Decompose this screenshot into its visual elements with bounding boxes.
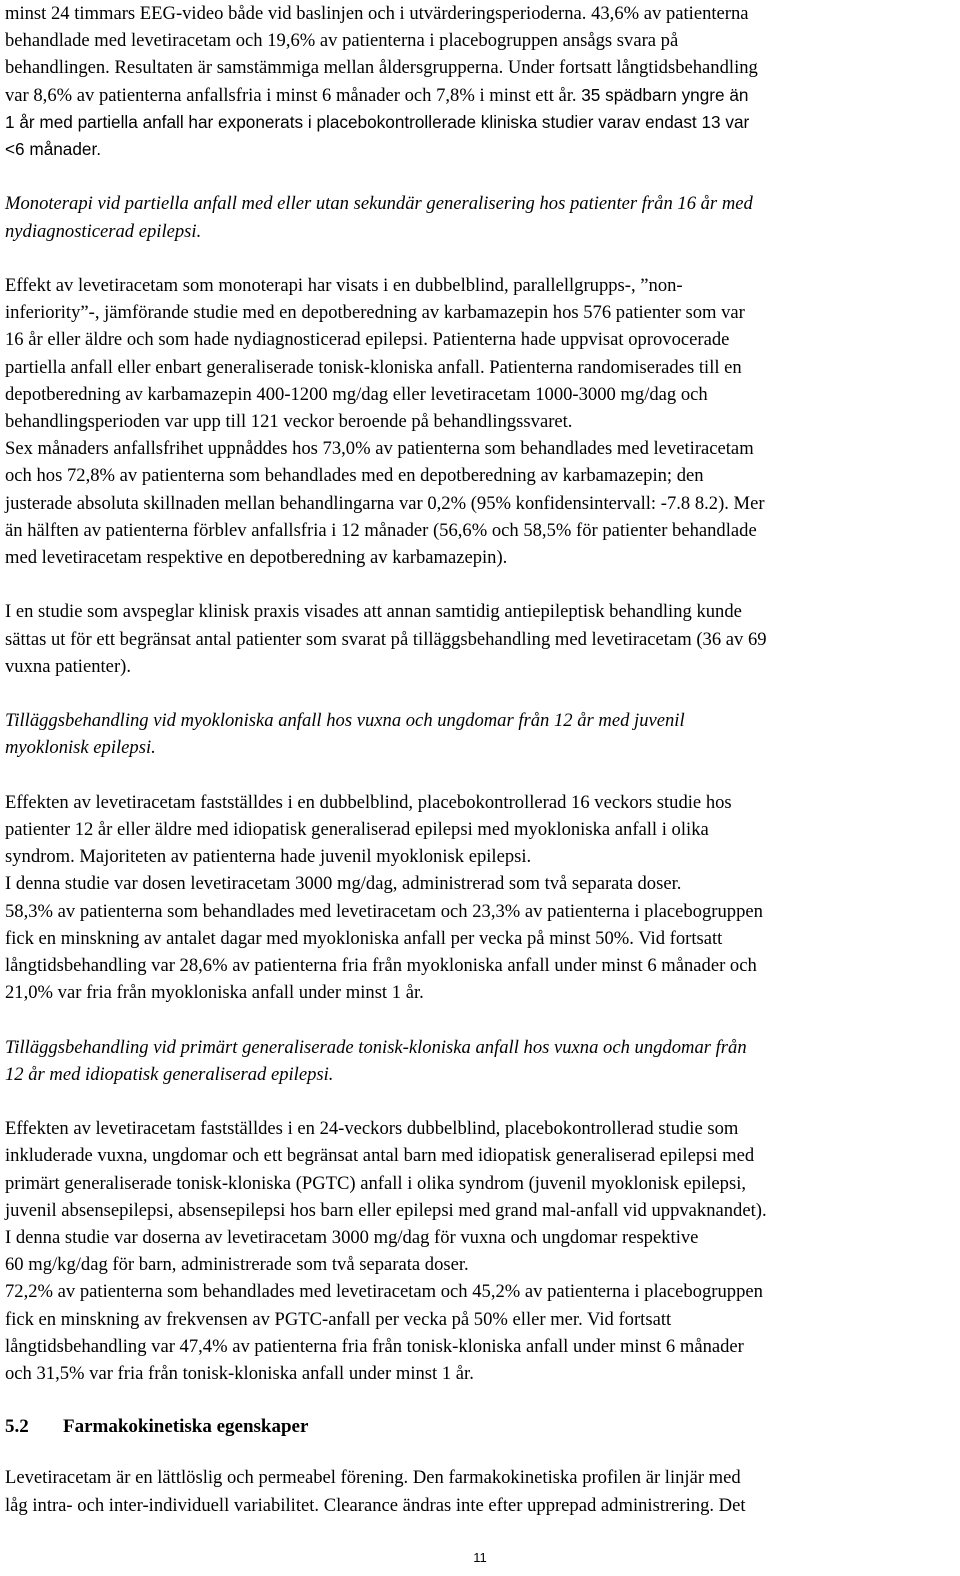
paragraph-myoclonic: Effekten av levetiracetam fastställdes i en dubbelblind, placebokontrollerad 16 veckors studie hos patienter 12 år eller äldre med idiopatisk generaliserad epilepsi med myokloniska anfall i olika syndrom. Majoriteten av patienterna hade juvenil myoklonisk epilepsi. I denna studie var dosen levetiracetam 3000 mg/dag, administrerad som två separata doser. 58,3% av patienterna som behandlades med levetiracetam och 23,3% av patienterna i placebogruppen fick en minskning av antalet dagar med myokloniska anfall per vecka på minst 50%. Vid fortsatt långtidsbehandling var 28,6% av patienterna fria från myokloniska anfall under minst 6 månader och 21,0% var fria från myokloniska anfall under minst 1 år. (5, 791, 763, 1004)
paragraph-pgtc: Effekten av levetiracetam fastställdes i en 24-veckors dubbelblind, placebokontrollerad studie som inkluderade vuxna, ungdomar och ett begränsat antal barn med idiopatisk generaliserad epilepsi med primärt generaliserade tonisk-kloniska (PGTC) anfall i olika syndrom (juvenil myoklonisk epilepsi, juvenil absensepilepsi, absensepilepsi hos barn eller epilepsi med grand mal-anfall vid uppvaknandet). I denna studie var doserna av levetiracetam 3000 mg/dag för vuxna och ungdomar respektive 60 mg/kg/dag för barn, administrerade som två separata doser. 72,2% av patienterna som behandlades med levetiracetam och 45,2% av patienterna i placebogruppen fick en minskning av frekvensen av PGTC-anfall per vecka på 50% eller mer. Vid fortsatt långtidsbehandling var 47,4% av patienterna fria från tonisk-kloniska anfall under minst 6 månader och 31,5% var fria från tonisk-kloniska anfall under minst 1 år. (5, 1118, 767, 1385)
paragraph-clinical-practice: I en studie som avspeglar klinisk praxis visades att annan samtidig antiepileptisk behandling kunde sättas ut för ett begränsat antal patienter som svarat på tilläggsbehandling med levetiracetam (36 av 69 vuxna patienter). (5, 601, 767, 677)
paragraph-text-infants: 35 spädbarn yngre än 1 år med partiella anfall har exponerats i placebokontrollerade kliniska studier varav endast 13 var <6 månader. (5, 84, 750, 160)
document-page (5, 0, 955, 1519)
subheading-myoclonic: Tilläggsbehandling vid myokloniska anfall hos vuxna och ungdomar från 12 år med juvenil myoklonisk epilepsi. (5, 710, 685, 759)
section-title: Farmakokinetiska egenskaper (63, 1416, 309, 1438)
paragraph-pharmacokinetics: Levetiracetam är en lättlöslig och permeabel förening. Den farmakokinetiska profilen är linjär med låg intra- och inter-individuell variabilitet. Clearance ändras inte efter upprepad administrering. Det (5, 1467, 746, 1516)
section-number: 5.2 (5, 1416, 29, 1438)
paragraph-pediatric-results (5, 0, 955, 163)
paragraph-monotherapy: Effekt av levetiracetam som monoterapi har visats i en dubbelblind, parallellgrupps-, ”non- inferiority”-, jämförande studie med en depotberedning av karbamazepin hos 576 patienter som var 16 år eller äldre och som hade nydiagnosticerad epilepsi. Patienterna hade uppvisat oprovocerade partiella anfall eller enbart generaliserade tonisk-kloniska anfall. Patienterna randomiserades till en depotberedning av karbamazepin 400-1200 mg/dag eller levetiracetam 1000-3000 mg/dag och behandlingsperioden var upp till 121 veckor beroende på behandlingssvaret. Sex månaders anfallsfrihet uppnåddes hos 73,0% av patienterna som behandlades med levetiracetam och hos 72,8% av patienterna som behandlades med en depotberedning av karbamazepin; den justerade absoluta skillnaden mellan behandlingarna var 0,2% (95% konfidensintervall: -7.8 8.2). Mer än hälften av patienterna förblev anfallsfria i 12 månader (56,6% och 58,5% för patienter behandlade med levetiracetam respektive en depotberedning av karbamazepin). (5, 275, 765, 569)
paragraph-text: minst 24 timmars EEG-video både vid baslinjen och i utvärderingsperioderna. 43,6% av patienterna behandlade med levetiracetam och 19,6% av patienterna i placebogruppen ansågs svara på behandlingen. Resultaten är samstämmiga mellan åldersgrupperna. Under fortsatt långtidsbehandling var 8,6% av patienterna anfallsfria i minst 6 månader och 7,8% i minst ett år. (5, 3, 758, 106)
page-number: 11 (473, 1550, 487, 1565)
subheading-pgtc: Tilläggsbehandling vid primärt generaliserade tonisk-kloniska anfall hos vuxna och ungdomar från 12 år med idiopatisk generaliserad epilepsi. (5, 1036, 747, 1085)
section-heading (5, 1413, 955, 1440)
subheading-monotherapy: Monoterapi vid partiella anfall med eller utan sekundär generalisering hos patienter från 16 år med nydiagnosticerad epilepsi. (5, 193, 753, 242)
